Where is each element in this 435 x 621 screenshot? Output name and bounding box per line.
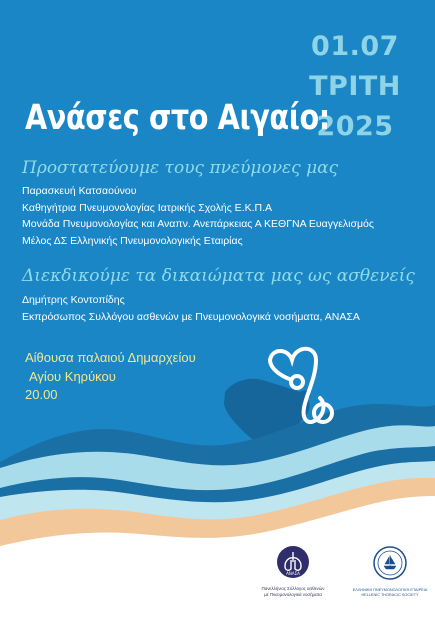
venue-place: Αγίου Κηρύκου [29,368,116,384]
anasa-caption [258,586,328,597]
hts-logo [349,546,431,598]
anasa-caption-line1: Πανελλήνιος Σύλλογος ασθενών [261,586,325,591]
hts-caption-line1: ΕΛΛΗΝΙΚΗ ΠΝΕΥΜΟΝΟΛΟΓΙΚΗ ΕΤΑΙΡΕΙΑ [352,588,428,592]
date-weekday: ΤΡΙΤΗ [309,71,401,102]
hts-caption [349,588,431,598]
event-venue [25,349,196,405]
ship-seal-logo-icon [373,546,407,580]
svg-text:ΑΝΑΣΑ: ΑΝΑΣΑ [286,571,300,576]
hts-caption-line2: HELLENIC THORACIC SOCIETY [361,593,419,597]
venue-hall: Αίθουσα παλαιού Δημαρχείου [25,350,196,365]
lungs-logo-icon [276,545,310,579]
date-day: 01.07 [311,31,399,62]
anasa-caption-line2: με Πνευμονολογικά νοσήματα [264,591,322,597]
speaker1-name: Παρασκευή Κατσαούνου [22,185,137,197]
speaker2-name: Δημήτρης Κοντοπίδης [22,294,125,306]
section2-heading: Διεκδικούμε τα δικαιώματα μας ως ασθενείς [22,266,415,286]
speaker1-membership: Μέλος ΔΣ Ελληνικής Πνευμονολογικής Εταιρίας [22,234,243,247]
date-year: 2025 [316,111,394,142]
speaker1-unit: Μονάδα Πνευμονολογίας και Αναπν. Ανεπάρκειας Α ΚΕΘΓΝΑ Ευαγγελισμός [22,218,374,230]
speaker1-role: Καθηγήτρια Πνευμονολογίας Ιατρικής Σχολής Ε.Κ.Π.Α [22,201,273,214]
section1-heading: Προστατεύουμε τους πνεύμονες μας [22,158,339,178]
section1-speaker [22,183,374,249]
event-time: 20.00 [25,387,58,402]
event-title: Ανάσες στο Αιγαίο: [25,98,330,138]
speaker2-role: Εκπρόσωπος Συλλόγου ασθενών με Πνευμονολογικά νοσήματα, ΑΝΑΣΑ [22,310,360,323]
anasa-logo [258,545,328,597]
logo-strip [0,545,435,621]
section2-speaker [22,292,360,325]
